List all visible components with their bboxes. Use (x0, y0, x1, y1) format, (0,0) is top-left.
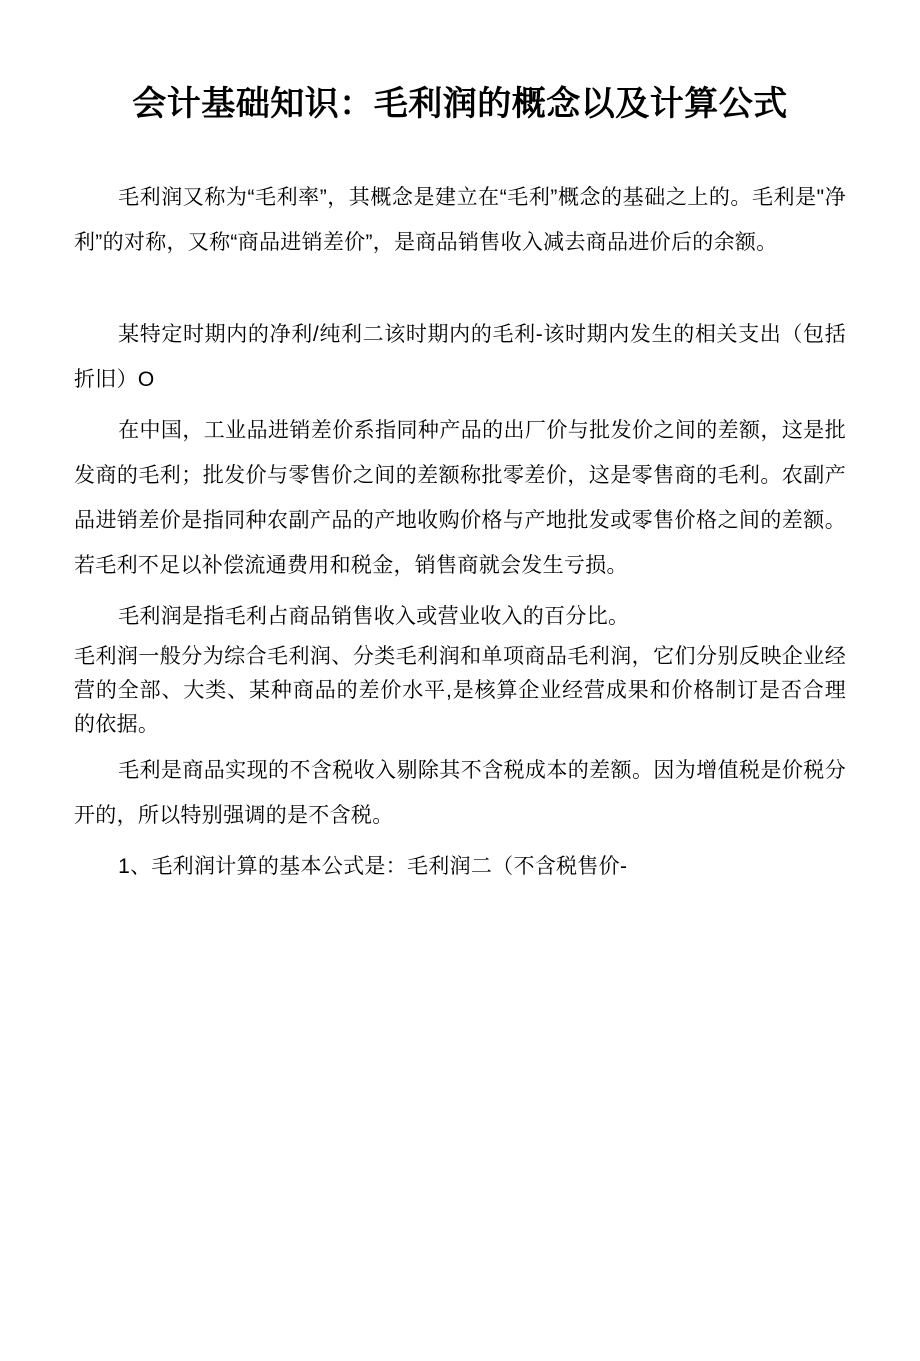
paragraph-gross-profit-types: 毛利润一般分为综合毛利润、分类毛利润和单项商品毛利润，它们分别反映企业经营的全部、大类、某种商品的差价水平,是核算企业经营成果和价格制订是否合理的依据。 (74, 644, 846, 736)
paragraph-definition: 毛利润又称为“毛利率”，其概念是建立在“毛利”概念的基础之上的。毛利是"净利”的对称，又称“商品进销差价”，是商品销售收入减去商品进价后的余额。 (74, 186, 846, 255)
page-title: 会计基础知识：毛利润的概念以及计算公式 (132, 85, 788, 123)
paragraph-basic-formula: 1、毛利润计算的基本公式是：毛利润二（不含税售价- (118, 854, 628, 878)
paragraph-china-price-difference: 在中国，工业品进销差价系指同种产品的出厂价与批发价之间的差额，这是批发商的毛利；批发价与零售价之间的差额称批零差价，这是零售商的毛利。农副产品进销差价是指同种农副产品的产地收购价格与产地批发或零售价格之间的差额。若毛利不足以补偿流通费用和税金，销售商就会发生亏损。 (74, 418, 846, 578)
paragraph-tax-exclusive: 毛利是商品实现的不含税收入剔除其不含税成本的差额。因为增值税是价税分开的，所以特别强调的是不含税。 (74, 758, 846, 827)
paragraph-net-profit-formula: 某特定时期内的净利/纯利二该时期内的毛利-该时期内发生的相关支出（包括折旧）O (74, 322, 846, 391)
paragraph-gross-profit-ratio: 毛利润是指毛利占商品销售收入或营业收入的百分比。 (118, 605, 630, 629)
